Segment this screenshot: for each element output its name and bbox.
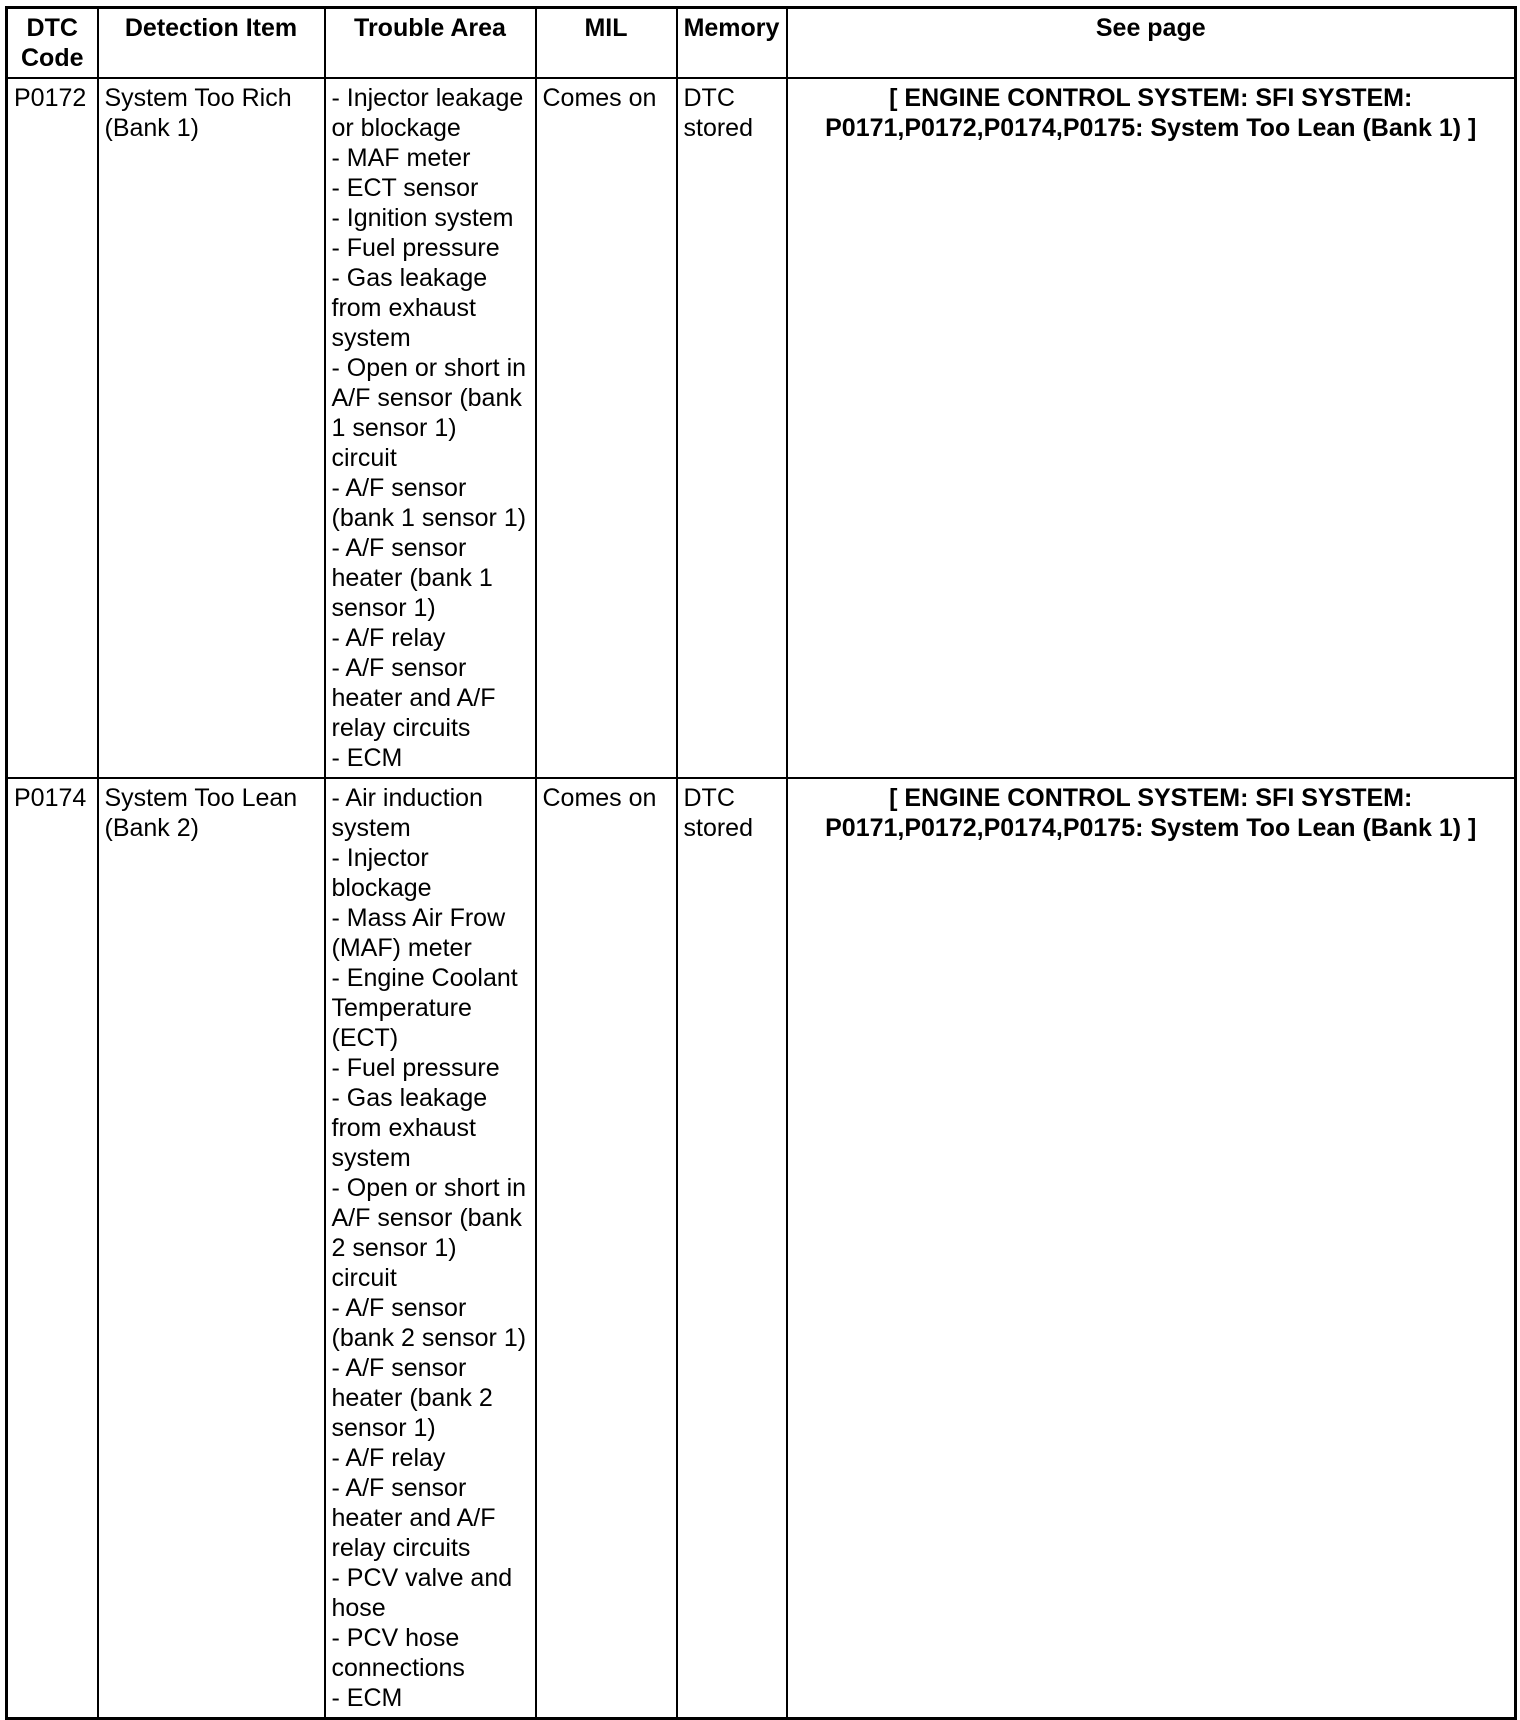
table-header-row [7, 8, 1516, 79]
see-page-link[interactable]: [ ENGINE CONTROL SYSTEM: SFI SYSTEM: P0171,P0172,P0174,P0175: System Too Lean (Bank 1) ] [787, 78, 1516, 778]
column-header-mil: MIL [536, 8, 677, 79]
column-header-dtc-code: DTC Code [7, 8, 98, 79]
trouble-area-item: - PCV valve and hose [331, 1564, 513, 1622]
trouble-area-item: - ECM [331, 744, 403, 772]
trouble-area-item: - Fuel pressure [331, 1054, 500, 1082]
trouble-area-item: - A/F sensor heater and A/F relay circuits [331, 1474, 496, 1562]
trouble-area-item: - A/F sensor heater and A/F relay circuits [331, 654, 496, 742]
see-page-link[interactable]: [ ENGINE CONTROL SYSTEM: SFI SYSTEM: P0171,P0172,P0174,P0175: System Too Lean (Bank 1) ] [787, 778, 1516, 1719]
trouble-area-item: - A/F sensor heater (bank 2 sensor 1) [331, 1354, 493, 1442]
mil-cell: Comes on [536, 78, 677, 778]
memory-cell: DTC stored [677, 778, 787, 1719]
trouble-area-item: - Air induction system [331, 784, 483, 842]
trouble-area-item: - ECM [331, 1684, 403, 1712]
trouble-area-item: - Gas leakage from exhaust system [331, 1084, 488, 1172]
table-row [7, 78, 1516, 778]
trouble-area-item: - Engine Coolant Temperature (ECT) [331, 964, 518, 1052]
trouble-area-item: - PCV hose connections [331, 1624, 465, 1682]
dtc-table [5, 6, 1517, 1720]
trouble-area-item: - Open or short in A/F sensor (bank 2 sensor 1) circuit [331, 1174, 527, 1292]
trouble-area-item: - MAF meter [331, 144, 471, 172]
trouble-area-cell [325, 778, 536, 1719]
mil-cell: Comes on [536, 778, 677, 1719]
dtc-code-cell: P0174 [7, 778, 98, 1719]
column-header-memory: Memory [677, 8, 787, 79]
table-row [7, 778, 1516, 1719]
dtc-code-cell: P0172 [7, 78, 98, 778]
trouble-area-item: - A/F relay [331, 624, 446, 652]
column-header-detection-item: Detection Item [98, 8, 325, 79]
detection-item-cell: System Too Rich (Bank 1) [98, 78, 325, 778]
trouble-area-item: - Injector blockage [331, 844, 432, 902]
trouble-area-item: - Open or short in A/F sensor (bank 1 sensor 1) circuit [331, 354, 527, 472]
trouble-area-item: - Ignition system [331, 204, 514, 232]
column-header-trouble-area: Trouble Area [325, 8, 536, 79]
trouble-area-cell [325, 78, 536, 778]
detection-item-cell: System Too Lean (Bank 2) [98, 778, 325, 1719]
column-header-see-page: See page [787, 8, 1516, 79]
trouble-area-item: - Gas leakage from exhaust system [331, 264, 488, 352]
trouble-area-item: - A/F sensor heater (bank 1 sensor 1) [331, 534, 493, 622]
trouble-area-item: - Mass Air Frow (MAF) meter [331, 904, 506, 962]
memory-cell: DTC stored [677, 78, 787, 778]
trouble-area-item: - A/F relay [331, 1444, 446, 1472]
trouble-area-item: - Fuel pressure [331, 234, 500, 262]
trouble-area-item: - A/F sensor (bank 1 sensor 1) [331, 474, 527, 532]
trouble-area-item: - A/F sensor (bank 2 sensor 1) [331, 1294, 527, 1352]
trouble-area-item: - Injector leakage or blockage [331, 84, 524, 142]
trouble-area-item: - ECT sensor [331, 174, 479, 202]
